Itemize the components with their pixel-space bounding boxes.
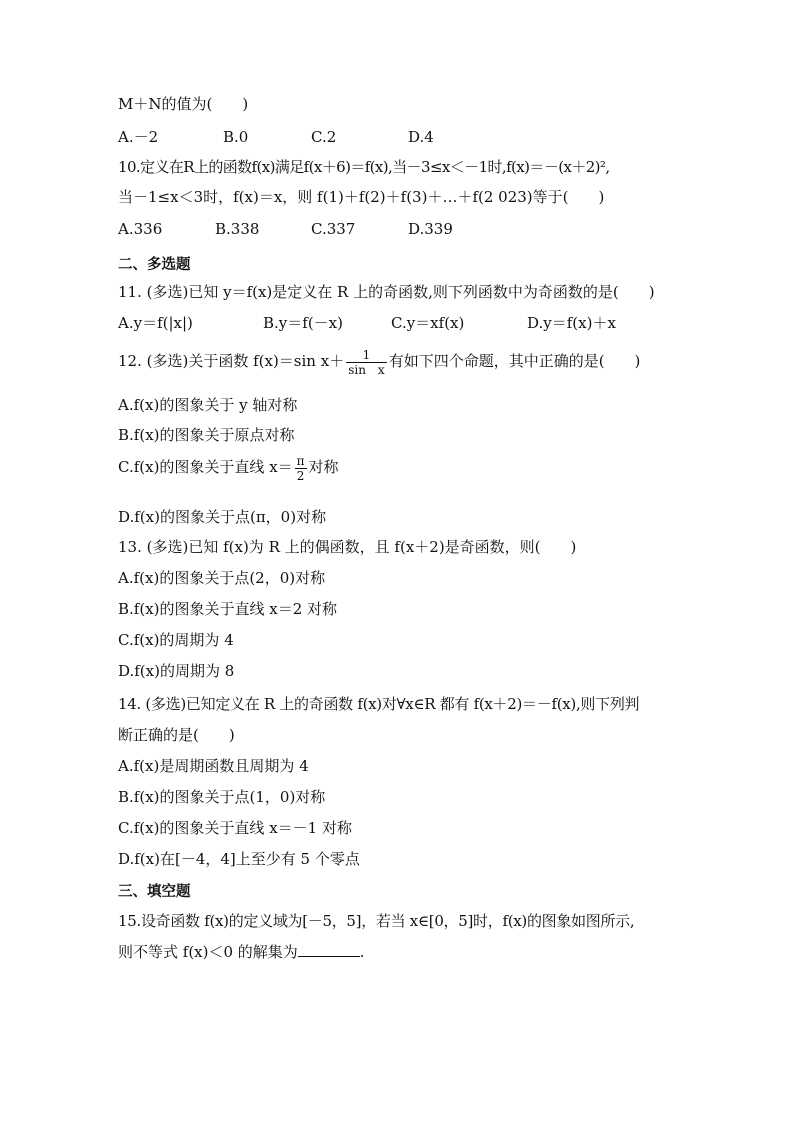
q11-option-c: C.y＝xf(x) <box>391 314 465 332</box>
q12-option-c-fraction <box>295 454 307 483</box>
q12-fraction-denominator: sin x <box>348 362 385 377</box>
q15-line2-after: . <box>359 943 365 961</box>
q12-option-c <box>118 449 339 485</box>
q11-option-b: B.y＝f(－x) <box>263 314 343 332</box>
q10-option-c: C.337 <box>311 220 356 238</box>
q13-option-a: A.f(x)的图象关于点(2，0)对称 <box>118 569 326 587</box>
q12-option-c-denominator: 2 <box>295 468 307 483</box>
q14-line2: 断正确的是( ) <box>118 726 235 744</box>
q14-line1: 14. (多选)已知定义在 R 上的奇函数 f(x)对∀x∈R 都有 f(x＋2)＝－f(x),则下列判 <box>118 695 640 713</box>
q12-option-c-numerator: π <box>296 453 305 468</box>
q10-line2: 当－1≤x＜3时，f(x)＝x，则 f(1)＋f(2)＋f(3)＋…＋f(2 023)等于( ) <box>118 188 605 206</box>
q13-option-b: B.f(x)的图象关于直线 x＝2 对称 <box>118 600 338 618</box>
q12-option-d: D.f(x)的图象关于点(π，0)对称 <box>118 508 327 526</box>
q12-option-b: B.f(x)的图象关于原点对称 <box>118 426 295 444</box>
q9-option-d: D.4 <box>408 128 434 146</box>
q12-fraction-numerator: 1 <box>362 347 371 362</box>
q12-option-c-after: 对称 <box>308 458 339 476</box>
q11-option-d: D.y＝f(x)＋x <box>527 314 616 332</box>
q10-option-b: B.338 <box>215 220 260 238</box>
q13-option-d: D.f(x)的周期为 8 <box>118 662 235 680</box>
q12-fraction <box>346 348 387 377</box>
q10-option-d: D.339 <box>408 220 453 238</box>
q14-option-b: B.f(x)的图象关于点(1，0)对称 <box>118 788 326 806</box>
q13-option-c: C.f(x)的周期为 4 <box>118 631 234 649</box>
q12-option-a: A.f(x)的图象关于 y 轴对称 <box>118 396 298 414</box>
q15-line2 <box>118 942 365 962</box>
q14-option-a: A.f(x)是周期函数且周期为 4 <box>118 757 309 775</box>
q9-options <box>118 127 718 147</box>
q9-stem: M＋N的值为( ) <box>118 95 249 113</box>
q14-option-c: C.f(x)的图象关于直线 x＝－1 对称 <box>118 819 352 837</box>
q10-option-a: A.336 <box>118 220 163 238</box>
q13-stem: 13. (多选)已知 f(x)为 R 上的偶函数，且 f(x＋2)是奇函数，则( ) <box>118 538 577 556</box>
q15-line2-before: 则不等式 f(x)＜0 的解集为 <box>118 943 298 961</box>
q12-stem <box>118 343 640 379</box>
q15-line1: 15.设奇函数 f(x)的定义域为[－5，5]，若当 x∈[0，5]时，f(x)的图象如图所示, <box>118 912 635 930</box>
section-fill-blank-heading: 三、填空题 <box>118 884 191 900</box>
q10-line1: 10.定义在R上的函数f(x)满足f(x＋6)＝f(x),当－3≤x＜－1时,f(x)＝－(x＋2)², <box>118 158 610 176</box>
q11-option-a: A.y＝f(|x|) <box>118 314 193 332</box>
q9-option-c: C.2 <box>311 128 337 146</box>
q11-stem: 11. (多选)已知 y＝f(x)是定义在 R 上的奇函数,则下列函数中为奇函数的是( ) <box>118 283 655 301</box>
q15-answer-blank[interactable] <box>298 942 360 957</box>
q12-option-c-before: C.f(x)的图象关于直线 x＝ <box>118 458 293 476</box>
q14-option-d: D.f(x)在[－4，4]上至少有 5 个零点 <box>118 850 360 868</box>
q11-options <box>118 313 718 333</box>
q9-option-b: B.0 <box>223 128 249 146</box>
q9-option-a: A.－2 <box>118 128 159 146</box>
q10-options <box>118 219 718 239</box>
q12-stem-after: 有如下四个命题，其中正确的是( ) <box>388 352 641 370</box>
section-multiple-choice-heading: 二、多选题 <box>118 257 191 273</box>
q12-stem-before: 12. (多选)关于函数 f(x)＝sin x＋ <box>118 352 345 370</box>
